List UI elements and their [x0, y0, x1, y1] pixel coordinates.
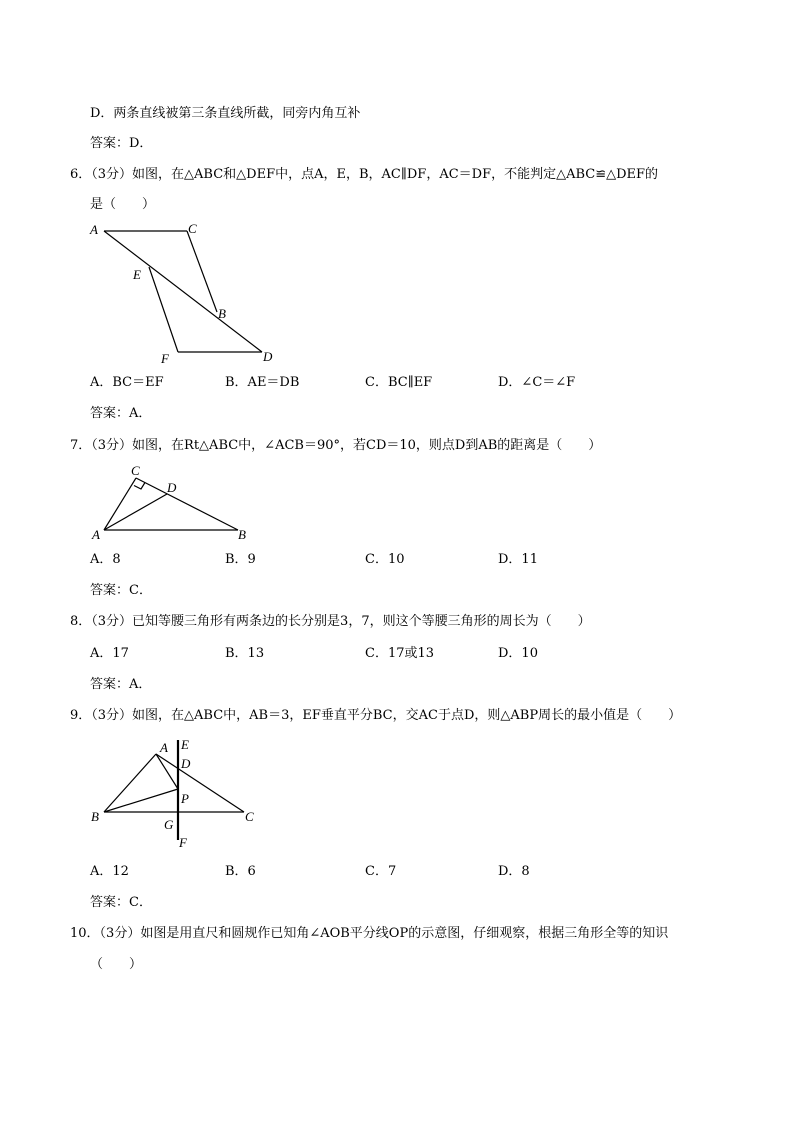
q8-option-d: D．10: [498, 646, 538, 661]
q6-option-d: D．∠C＝∠F: [498, 375, 576, 390]
q10-stem-line2: （ ）: [90, 957, 143, 972]
q9-stem: 9．（3分）如图，在△ABC中，AB＝3，EF垂直平分BC，交AC于点D，则△ABP周长的最小值是（ ）: [70, 708, 682, 723]
q9-label-a: A: [160, 740, 168, 755]
q9-label-g: G: [164, 817, 174, 832]
q8-option-a: A．17: [90, 646, 129, 661]
q9-option-d: D．8: [498, 864, 530, 879]
q6-label-e: E: [133, 267, 141, 282]
q8-option-c: C．17或13: [365, 646, 435, 661]
q6-stem-line2: 是（ ）: [90, 197, 156, 212]
q9-label-c: C: [245, 809, 254, 824]
q7-option-b: B．9: [225, 552, 256, 567]
q6-label-b: B: [218, 306, 226, 321]
q7-option-c: C．10: [365, 552, 405, 567]
q7-label-b: B: [238, 527, 246, 542]
q8-stem: 8．（3分）已知等腰三角形有两条边的长分别是3，7，则这个等腰三角形的周长为（ ）: [70, 614, 591, 629]
q9-option-a: A．12: [90, 864, 129, 879]
q7-option-d: D．11: [498, 552, 538, 567]
q6-label-c: C: [188, 221, 197, 236]
q6-answer: 答案：A．: [90, 406, 152, 421]
q9-label-p: P: [181, 791, 189, 806]
q6-label-d: D: [263, 349, 273, 364]
q9-answer: 答案：C．: [90, 895, 152, 910]
q6-option-b: B．AE＝DB: [225, 375, 300, 390]
q6-option-c: C．BC∥EF: [365, 375, 433, 390]
q6-label-f: F: [161, 351, 169, 366]
q7-label-c: C: [131, 463, 140, 478]
q8-answer: 答案：A．: [90, 677, 152, 692]
q7-answer: 答案：C．: [90, 583, 152, 598]
q9-option-b: B．6: [225, 864, 256, 879]
q10-stem-line1: 10．（3分）如图是用直尺和圆规作已知角∠AOB平分线OP的示意图，仔细观察，根据三角形全等的知识: [70, 926, 669, 941]
q8-option-b: B．13: [225, 646, 265, 661]
q9-label-d: D: [181, 756, 191, 771]
q7-option-a: A．8: [90, 552, 121, 567]
q6-label-a: A: [90, 222, 98, 237]
q7-label-d: D: [167, 480, 177, 495]
q7-label-a: A: [92, 527, 100, 542]
q5-answer: 答案：D．: [90, 136, 153, 151]
q9-option-c: C．7: [365, 864, 397, 879]
q7-stem: 7．（3分）如图，在Rt△ABC中，∠ACB＝90°，若CD＝10，则点D到AB的距离是（ ）: [70, 438, 602, 453]
q9-label-e: E: [181, 737, 189, 752]
q9-label-f: F: [179, 835, 187, 850]
q6-option-a: A．BC＝EF: [90, 375, 164, 390]
q6-stem-line1: 6．（3分）如图，在△ABC和△DEF中，点A，E，B，AC∥DF，AC＝DF，不能判定△ABC≌△DEF的: [70, 167, 659, 182]
q5-option-d: D．两条直线被第三条直线所截，同旁内角互补: [90, 106, 361, 121]
q9-label-b: B: [91, 809, 99, 824]
